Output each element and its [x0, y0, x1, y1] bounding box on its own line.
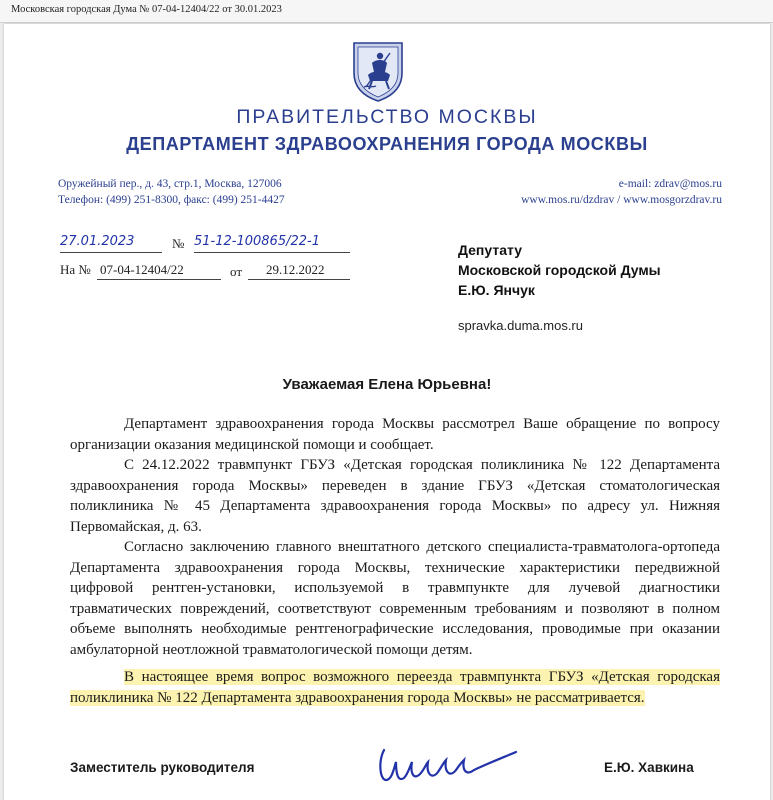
department-title: ДЕПАРТАМЕНТ ЗДРАВООХРАНЕНИЯ ГОРОДА МОСКВЫ: [126, 134, 648, 154]
letter-page: [4, 24, 770, 800]
recipient-site: spravka.duma.mos.ru: [458, 318, 583, 333]
government-title: ПРАВИТЕЛЬСТВО МОСКВЫ: [236, 106, 538, 128]
document-header-bar: [0, 0, 773, 23]
paragraph-2-text: С 24.12.2022 травмпункт ГБУЗ «Детская городская поликлиника № 122 Департамента здравоохранения города Москвы» переведен в здание ГБУЗ «Детская стоматологическая поликлиника № 45 Департамента здравоохранения города Москвы» по адресу ул. Нижняя Первомайская, д. 63.: [70, 457, 720, 535]
paragraph-2: [70, 455, 720, 537]
recipient-name: Е.Ю. Янчук: [458, 282, 535, 298]
paragraph-3: [70, 537, 720, 660]
department-address: Оружейный пер., д. 43, стр.1, Москва, 127006: [58, 178, 282, 190]
department-email: e-mail: zdrav@mos.ru: [618, 178, 722, 190]
department-website: www.mos.ru/dzdrav / www.mosgorzdrav.ru: [521, 194, 722, 206]
moscow-coat-of-arms-icon: [350, 39, 406, 103]
outgoing-date: 27.01.2023: [60, 234, 135, 249]
paragraph-4-highlighted: [70, 667, 720, 708]
recipient-role: Депутату: [458, 242, 522, 258]
reference-number-line: [97, 279, 221, 280]
reference-prefix: На №: [60, 262, 91, 277]
greeting: Уважаемая Елена Юрьевна!: [282, 376, 492, 393]
registry-stamp: Московская городская Дума № 07-04-12404/22 от 30.01.2023: [11, 4, 282, 15]
paragraph-3-text: Согласно заключению главного внештатного детского специалиста-травматолога-ортопеда Департамента здравоохранения города Москвы, технические характеристики передвижной цифровой рентген-установки, используемой в травмпункте для лучевой диагностики травматических повреждений, соответствуют современным требованиям и позволяют в полном объеме выполнять необходимые рентгенографические исследования, проводимые при оказании амбулаторной неотложной травматологической помощи детям.: [70, 539, 720, 658]
department-phone: Телефон: (499) 251-8300, факс: (499) 251-4427: [58, 194, 285, 206]
reference-from-label: от: [230, 264, 243, 279]
paragraph-1-text: Департамент здравоохранения города Москвы рассмотрел Ваше обращение по вопросу организации оказания медицинской помощи и сообщает.: [70, 416, 720, 453]
outgoing-number-line: [194, 252, 350, 253]
signatory-name: Е.Ю. Хавкина: [604, 760, 694, 775]
outgoing-number: 51-12-100865/22-1: [194, 234, 320, 249]
reference-date: 29.12.2022: [266, 262, 325, 277]
outgoing-date-line: [60, 252, 162, 253]
reference-number: 07-04-12404/22: [100, 262, 184, 277]
signatory-title: Заместитель руководителя: [70, 760, 255, 775]
recipient-organization: Московской городской Думы: [458, 262, 661, 278]
reference-date-line: [248, 279, 350, 280]
paragraph-1: [70, 414, 720, 455]
handwritten-signature-icon: [374, 740, 524, 788]
paragraph-4-text: В настоящее время вопрос возможного переезда травмпункта ГБУЗ «Детская городская поликлиника № 122 Департамента здравоохранения города Москвы» не рассматривается.: [70, 669, 720, 706]
outgoing-number-label: №: [172, 236, 185, 251]
